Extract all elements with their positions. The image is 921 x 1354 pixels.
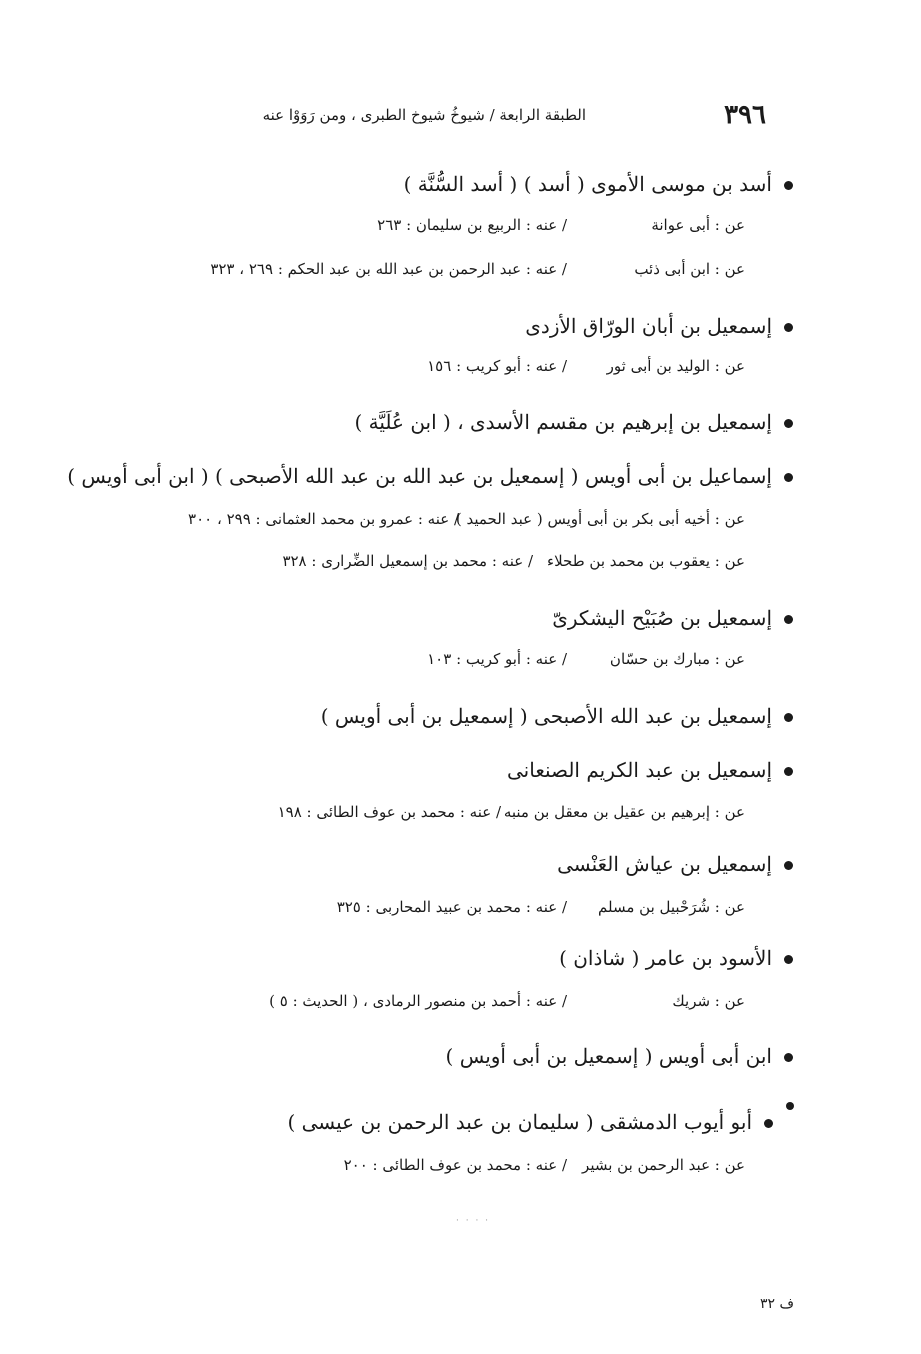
source-from: عن : عبد الرحمن بن بشير [582,1156,745,1174]
source-to: / عنه : محمد بن إسمعيل الضِّرارى : ٣٢٨ [282,552,533,570]
source-to: / عنه : محمد بن عبيد المحاربى : ٣٢٥ [336,898,567,916]
entry-heading [525,314,793,338]
stray-bullet-icon [786,1102,794,1110]
entry-heading [321,704,793,728]
page-number: ٣٩٦ [724,100,766,130]
entry-name: إسمعيل بن صُبَيْح اليشكرىّ [552,606,772,630]
entry-heading [287,1110,773,1134]
entry-name: إسماعيل بن أبى أويس ( إسمعيل بن عبد الله بن عبد الله الأصبحى ) ( ابن أبى أويس ) [67,464,772,488]
bullet-icon [784,181,793,190]
entry-heading [355,410,794,434]
bullet-icon [784,861,793,870]
entry-name: أبو أيوب الدمشقى ( سليمان بن عبد الرحمن بن عيسى ) [287,1110,752,1134]
entry-name: إسمعيل بن عبد الله الأصبحى ( إسمعيل بن أبى أويس ) [320,704,772,728]
source-from: عن : يعقوب بن محمد بن طحلاء [547,552,745,570]
source-from: عن : شُرَحْبيل بن مسلم [598,898,745,916]
bullet-icon [784,713,793,722]
source-to: / عنه : عمرو بن محمد العثمانى : ٢٩٩ ، ٣٠٠ [188,510,459,528]
source-to: / عنه : أحمد بن منصور الرمادى ، ( الحديث : ٥ ) [269,992,567,1010]
entry-name: ابن أبى أويس ( إسمعيل بن أبى أويس ) [445,1044,772,1068]
source-from: عن : الوليد بن أبى ثور [606,357,745,375]
page-header [146,100,766,134]
entry-name: إسمعيل بن عبد الكريم الصنعانى [506,758,772,782]
source-to: / عنه : محمد بن عوف الطائى : ١٩٨ [277,803,501,821]
running-title: الطبقة الرابعة / شيوخُ شيوخ الطبرى ، ومن رَوَوْا عنه [262,106,586,124]
bullet-icon [784,323,793,332]
bullet-icon [784,473,793,482]
bullet-icon [784,615,793,624]
source-to: / عنه : أبو كريب : ١٠٣ [427,650,567,668]
bullet-icon [784,767,793,776]
entry-heading [557,852,793,876]
bullet-icon [784,1053,793,1062]
entry-heading [507,758,793,782]
entry-name: الأسود بن عامر ( شاذان ) [559,946,772,970]
source-from: عن : أخيه أبى بكر بن أبى أويس ( عبد الحميد ) [455,510,745,528]
source-to: / عنه : محمد بن عوف الطائى : ٢٠٠ [343,1156,567,1174]
entry-heading [446,1044,793,1068]
footer-ornament: · · · · [456,1216,491,1226]
source-to: / عنه : عبد الرحمن بن عبد الله بن عبد الحكم : ٢٦٩ ، ٣٢٣ [210,260,567,278]
source-from: عن : مبارك بن حسّان [609,650,745,668]
source-from: عن : شريك [672,992,745,1010]
entry-heading [404,172,793,196]
bullet-icon [784,419,793,428]
source-from: عن : أبى عوانة [651,216,745,234]
entry-heading [559,946,793,970]
entry-name: أسد بن موسى الأموى ( أسد ) ( أسد السُّنَّة ) [403,172,772,196]
entry-heading [67,464,793,488]
source-from: عن : ابن أبى ذئب [634,260,745,278]
source-to: / عنه : الربيع بن سليمان : ٢٦٣ [377,216,567,234]
entry-heading [552,606,793,630]
bullet-icon [764,1119,773,1128]
source-from: عن : إبرهيم بن عقيل بن معقل بن منبه [503,803,745,821]
entry-name: إسمعيل بن إبرهيم بن مقسم الأسدى ، ( ابن عُلَيَّة ) [354,410,772,434]
entry-name: إسمعيل بن عياش العَنْسى [557,852,772,876]
bullet-icon [784,955,793,964]
entry-name: إسمعيل بن أبان الورّاق الأزدى [525,314,772,338]
source-to: / عنه : أبو كريب : ١٥٦ [427,357,567,375]
signature-mark: ف ٣٢ [760,1296,795,1312]
